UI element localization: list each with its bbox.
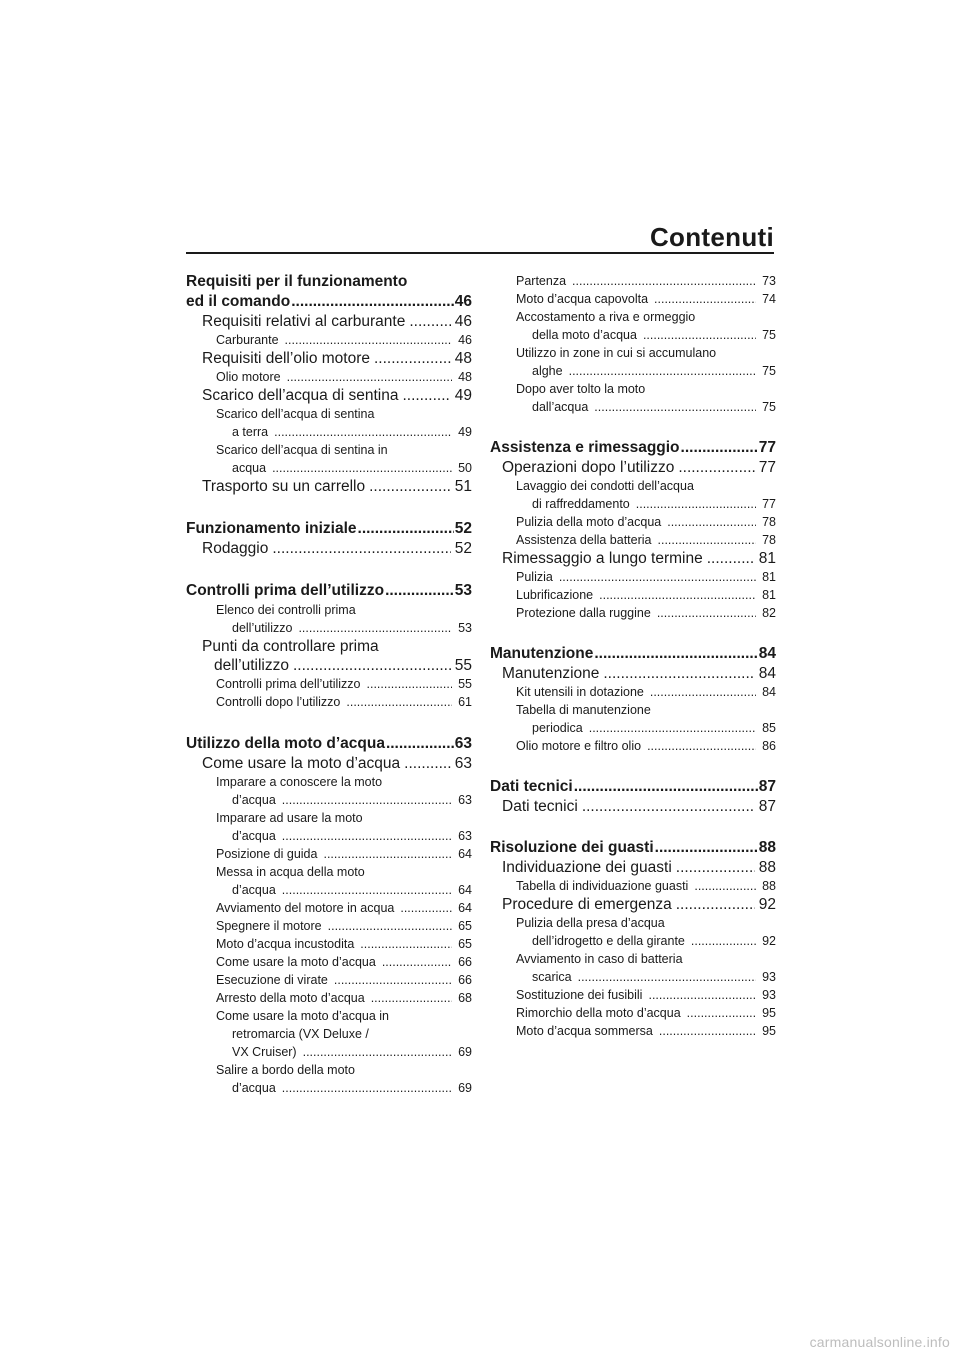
toc-entry-title: Operazioni dopo l’utilizzo [502,459,675,476]
dot-leader [599,586,756,604]
toc-page-number: 88 [758,839,776,856]
dot-leader [402,386,450,405]
toc-page-number: 73 [762,274,776,288]
toc-entry-title: Procedure di emergenza [502,896,672,913]
toc-subentry-title: VX Cruiser) [232,1045,297,1059]
toc-subentry[interactable] [490,986,776,1004]
toc-subentry-title: dell’idrogetto e della girante [532,934,685,948]
toc-subentry[interactable] [490,950,776,986]
dot-leader [657,604,756,622]
toc-page-number: 46 [454,293,472,310]
toc-page-number: 52 [454,540,472,557]
toc-page-number: 75 [762,400,776,414]
dot-leader [274,423,452,441]
toc-subentry-title-line: Scarico dell’acqua di sentina [216,407,375,421]
toc-section-funzionamento[interactable] [186,519,472,539]
dot-leader [636,495,756,513]
dot-leader [282,881,452,899]
dot-leader [559,568,756,586]
toc-page-number: 92 [758,896,776,913]
toc-page-number: 64 [458,901,472,915]
toc-subentry[interactable] [186,845,472,863]
dot-leader [282,1079,452,1097]
dot-leader [385,581,454,601]
toc-page-number: 48 [458,370,472,384]
dot-leader [287,368,452,386]
toc-subentry[interactable] [186,1007,472,1061]
toc-section-utilizzo[interactable] [186,734,472,754]
toc-page-number: 81 [762,570,776,584]
toc-subentry[interactable] [490,380,776,416]
toc-subentry-title: Moto d’acqua capovolta [516,292,649,306]
toc-entry-title: Trasporto su un carrello [202,478,366,495]
dot-leader [659,1022,756,1040]
toc-subentry-title: d’acqua [232,829,276,843]
dot-leader [285,331,453,349]
toc-page-number: 69 [458,1081,472,1095]
toc-subentry-title: Avviamento del motore in acqua [216,901,395,915]
toc-subentry-title: Moto d’acqua incustodita [216,937,355,951]
toc-page-number: 53 [458,621,472,635]
dot-leader [676,895,755,914]
toc-subentry-title: d’acqua [232,883,276,897]
toc-page-number: 64 [458,883,472,897]
toc-entry[interactable] [490,797,776,816]
toc-page-number: 77 [758,459,776,476]
toc-section-requisiti[interactable] [186,272,472,312]
toc-subentry[interactable] [490,604,776,622]
toc-subentry-title: Assistenza della batteria [516,533,652,547]
toc-entry[interactable] [186,312,472,331]
toc-page-number: 95 [762,1006,776,1020]
dot-leader [650,683,756,701]
toc-subentry[interactable] [490,877,776,895]
toc-page-number: 51 [454,478,472,495]
toc-page-number: 93 [762,970,776,984]
toc-page-number: 86 [762,739,776,753]
toc-entry[interactable] [186,477,472,496]
dot-leader [293,656,451,675]
dot-leader [404,754,451,773]
dot-leader [328,917,452,935]
toc-page-number: 82 [762,606,776,620]
dot-leader [367,675,453,693]
toc-subentry[interactable] [490,308,776,344]
dot-leader [400,899,452,917]
toc-subentry-title: dall’acqua [532,400,589,414]
toc-subentry[interactable] [490,344,776,380]
toc-subentry[interactable] [186,331,472,349]
toc-page-number: 95 [762,1024,776,1038]
toc-page-number: 46 [454,313,472,330]
toc-page-number: 61 [458,695,472,709]
toc-subentry[interactable] [490,1004,776,1022]
toc-subentry-title-line: Salire a bordo della moto [216,1063,355,1077]
dot-leader [589,719,756,737]
dot-leader [687,1004,756,1022]
toc-entry-title: Rodaggio [202,540,269,557]
toc-subentry[interactable] [490,914,776,950]
toc-entry[interactable] [490,895,776,914]
toc-section-risoluzione[interactable] [490,838,776,858]
toc-page-number: 78 [762,533,776,547]
toc-subentry[interactable] [186,405,472,441]
toc-entry-title: Dati tecnici [502,798,578,815]
dot-leader [594,398,756,416]
toc-subentry[interactable] [186,899,472,917]
dot-leader [648,986,756,1004]
dot-leader [409,312,450,331]
toc-subentry-title-line: Scarico dell’acqua di sentina in [216,443,388,457]
toc-page-number: 84 [762,685,776,699]
toc-subentry[interactable] [490,1022,776,1040]
toc-page-number: 74 [762,292,776,306]
toc-subentry[interactable] [490,683,776,701]
toc-subentry[interactable] [490,531,776,549]
toc-page-number: 64 [458,847,472,861]
toc-page-number: 88 [762,879,776,893]
dot-leader [574,777,758,797]
toc-page-number: 77 [758,439,776,456]
dot-leader [678,458,754,477]
dot-leader [654,290,756,308]
toc-entry-title: dell’utilizzo [214,657,289,674]
toc-subentry[interactable] [186,863,472,899]
dot-leader [272,539,450,558]
toc-page-number: 69 [458,1045,472,1059]
toc-subentry[interactable] [186,971,472,989]
toc-page-number: 49 [454,387,472,404]
toc-subentry-title: della moto d’acqua [532,328,637,342]
toc-subentry-title-line: Elenco dei controlli prima [216,603,356,617]
toc-page-number: 63 [458,793,472,807]
toc-page-number: 65 [458,937,472,951]
dot-leader [658,531,757,549]
toc-subentry-title-line: Come usare la moto d’acqua in [216,1009,390,1023]
toc-page-number: 75 [762,364,776,378]
toc-entry-title: Rimessaggio a lungo termine [502,550,703,567]
toc-page-number: 88 [758,859,776,876]
toc-page-number: 92 [762,934,776,948]
toc-section-controlli[interactable] [186,581,472,601]
dot-leader [272,459,452,477]
toc-subentry-title: d’acqua [232,793,276,807]
dot-leader [655,838,758,858]
toc-subentry[interactable] [186,935,472,953]
toc-entry[interactable] [186,637,472,675]
dot-leader [603,664,754,683]
toc-subentry[interactable] [490,272,776,290]
toc-page-number: 68 [458,991,472,1005]
toc-subentry-title: alghe [532,364,563,378]
dot-leader [358,519,454,539]
toc-page-number: 65 [458,919,472,933]
toc-entry-title-line: Punti da controllare prima [202,638,379,655]
toc-page-number: 63 [454,755,472,772]
dot-leader [371,989,452,1007]
toc-page-number: 55 [454,657,472,674]
toc-page-number: 53 [454,582,472,599]
toc-subentry-title: Olio motore e filtro olio [516,739,642,753]
toc-section-manutenzione[interactable] [490,644,776,664]
toc-page-number: 50 [458,461,472,475]
toc-page-number: 84 [758,665,776,682]
toc-entry-title: Requisiti dell’olio motore [202,350,370,367]
dot-leader [572,272,756,290]
toc-subentry[interactable] [186,809,472,845]
toc-entry[interactable] [186,349,472,368]
dot-leader [303,1043,453,1061]
toc-section-title: Utilizzo della moto d’acqua [186,735,385,752]
toc-page-number: 81 [758,550,776,567]
toc-entry-title: Manutenzione [502,665,600,682]
dot-leader [374,349,451,368]
toc-subentry-title: Partenza [516,274,567,288]
toc-page-number: 87 [758,798,776,815]
toc-section-title: Dati tecnici [490,778,573,795]
toc-right-column [490,272,776,1040]
toc-entry-title: Individuazione dei guasti [502,859,672,876]
toc-page-number: 77 [762,497,776,511]
toc-subentry[interactable] [490,477,776,513]
toc-subentry-title: Come usare la moto d’acqua [216,955,376,969]
toc-subentry-title-line: Avviamento in caso di batteria [516,952,683,966]
toc-subentry-title: periodica [532,721,583,735]
toc-page-number: 63 [458,829,472,843]
toc-subentry-title-line: Accostamento a riva e ormeggio [516,310,696,324]
toc-section-title: Funzionamento iniziale [186,520,357,537]
dot-leader [382,953,452,971]
toc-page-number: 49 [458,425,472,439]
toc-subentry[interactable] [186,368,472,386]
watermark-url: carmanualsonline.info [809,1334,950,1350]
toc-entry-title: Come usare la moto d’acqua [202,755,401,772]
toc-page-number: 66 [458,955,472,969]
toc-subentry[interactable] [186,601,472,637]
toc-subentry-title: Sostituzione dei fusibili [516,988,643,1002]
toc-section-title: Controlli prima dell’utilizzo [186,582,385,599]
toc-entry[interactable] [186,754,472,773]
toc-subentry-title-line: Lavaggio dei condotti dell’acqua [516,479,694,493]
toc-section-title: Risoluzione dei guasti [490,839,654,856]
toc-page-number: 75 [762,328,776,342]
toc-subentry-title: Rimorchio della moto d’acqua [516,1006,681,1020]
toc-subentry[interactable] [186,441,472,477]
dot-leader [346,693,452,711]
dot-leader [386,734,454,754]
toc-subentry[interactable] [490,568,776,586]
toc-left-column [186,272,472,1097]
toc-subentry-title: Spegnere il motore [216,919,322,933]
dot-leader [369,477,451,496]
dot-leader [647,737,756,755]
toc-subentry[interactable] [490,737,776,755]
toc-subentry-title: Olio motore [216,370,281,384]
toc-subentry[interactable] [186,953,472,971]
toc-subentry[interactable] [490,513,776,531]
toc-subentry-title: scarica [532,970,572,984]
dot-leader [360,935,452,953]
toc-entry[interactable] [490,664,776,683]
dot-leader [582,797,755,816]
toc-subentry-title-line: retromarcia (VX Deluxe / [232,1027,369,1041]
toc-section-title: Manutenzione [490,645,594,662]
toc-page-number: 63 [454,735,472,752]
toc-subentry-title-line: Tabella di manutenzione [516,703,651,717]
dot-leader [676,858,755,877]
toc-page-number: 52 [454,520,472,537]
dot-leader [334,971,452,989]
toc-subentry[interactable] [490,586,776,604]
toc-subentry-title: Tabella di individuazione guasti [516,879,689,893]
toc-subentry-title-line: Imparare a conoscere la moto [216,775,383,789]
toc-subentry-title: Lubrificazione [516,588,594,602]
dot-leader [691,932,756,950]
dot-leader [569,362,757,380]
toc-subentry-title: Controlli prima dell’utilizzo [216,677,361,691]
toc-entry[interactable] [186,539,472,558]
toc-subentry-title: dell’utilizzo [232,621,293,635]
dot-leader [323,845,452,863]
dot-leader [667,513,756,531]
toc-subentry[interactable] [186,917,472,935]
toc-subentry[interactable] [490,701,776,737]
toc-page-number: 55 [458,677,472,691]
dot-leader [282,827,452,845]
dot-leader [681,438,758,458]
dot-leader [594,644,757,664]
toc-subentry-title: Arresto della moto d’acqua [216,991,365,1005]
toc-subentry[interactable] [186,693,472,711]
toc-entry[interactable] [490,458,776,477]
toc-subentry-title-line: Utilizzo in zone in cui si accumulano [516,346,717,360]
toc-subentry[interactable] [186,1061,472,1097]
toc-subentry-title: di raffreddamento [532,497,630,511]
toc-subentry[interactable] [186,773,472,809]
toc-page-number: 46 [458,333,472,347]
toc-entry-title: Scarico dell’acqua di sentina [202,387,399,404]
toc-subentry-title: a terra [232,425,269,439]
toc-subentry-title-line: Imparare ad usare la moto [216,811,363,825]
dot-leader [578,968,757,986]
toc-subentry-title: Pulizia [516,570,553,584]
dot-leader [694,877,756,895]
dot-leader [291,292,454,312]
dot-leader [707,549,755,568]
toc-entry-title: Requisiti relativi al carburante [202,313,406,330]
dot-leader [298,619,452,637]
toc-page-number: 81 [762,588,776,602]
toc-subentry-title-line: Messa in acqua della moto [216,865,365,879]
toc-section-assistenza[interactable] [490,438,776,458]
toc-entry[interactable] [490,858,776,877]
toc-subentry-title: Posizione di guida [216,847,318,861]
toc-page-number: 93 [762,988,776,1002]
title-divider [186,252,774,254]
toc-subentry-title: Esecuzione di virate [216,973,328,987]
toc-subentry-title-line: Dopo aver tolto la moto [516,382,646,396]
toc-subentry-title: Controlli dopo l’utilizzo [216,695,341,709]
page-title: Contenuti [649,222,774,252]
toc-entry[interactable] [490,549,776,568]
toc-section-dati-tecnici[interactable] [490,777,776,797]
toc-subentry-title: Moto d’acqua sommersa [516,1024,653,1038]
toc-subentry[interactable] [490,290,776,308]
toc-subentry[interactable] [186,675,472,693]
toc-page-number: 85 [762,721,776,735]
toc-subentry[interactable] [186,989,472,1007]
toc-subentry-title: Carburante [216,333,279,347]
dot-leader [643,326,756,344]
dot-leader [282,791,452,809]
toc-subentry-title: acqua [232,461,267,475]
toc-section-title: ed il comando [186,293,291,310]
toc-subentry-title: Pulizia della moto d’acqua [516,515,662,529]
toc-page-number: 87 [758,778,776,795]
toc-section-title: Assistenza e rimessaggio [490,439,680,456]
toc-page-number: 84 [758,645,776,662]
toc-page-number: 66 [458,973,472,987]
toc-subentry-title-line: Pulizia della presa d’acqua [516,916,665,930]
toc-subentry-title: d’acqua [232,1081,276,1095]
toc-entry[interactable] [186,386,472,405]
toc-page-number: 78 [762,515,776,529]
toc-subentry-title: Protezione dalla ruggine [516,606,651,620]
toc-section-title-line: Requisiti per il funzionamento [186,273,408,290]
toc-subentry-title: Kit utensili in dotazione [516,685,644,699]
toc-page-number: 48 [454,350,472,367]
